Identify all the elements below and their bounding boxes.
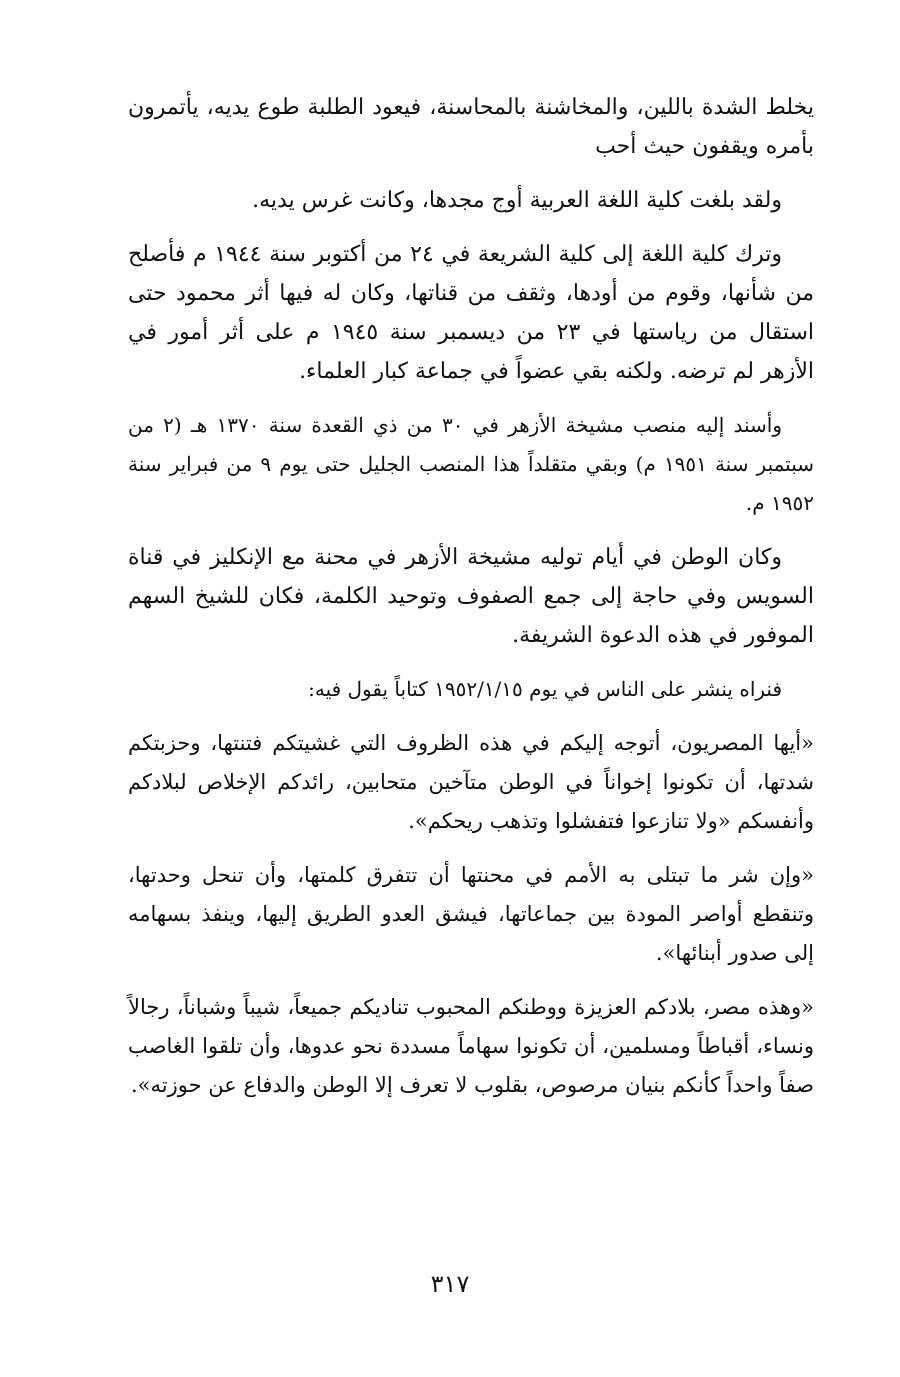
paragraph-3: وترك كلية اللغة إلى كلية الشريعة في ٢٤ من أكتوبر سنة ١٩٤٤ م فأصلح من شأنها، وقوم من أودها، وثقف من قناتها، وكان له فيها أثر محمود حتى استقال من رياستها في ٢٣ من ديسمبر سنة ١٩٤٥ م على أثر أمور في الأزهر لم ترضه. ولكنه بقي عضواً في جماعة كبار العلماء.	[128, 242, 815, 384]
paragraph-6: فنراه ينشر على الناس في يوم ١٩٥٢/١/١٥ كتاباً يقول فيه:	[308, 677, 782, 701]
paragraph-2: ولقد بلغت كلية اللغة العربية أوج مجدها، وكانت غرس يديه.	[252, 188, 782, 213]
quote-paragraph-3: «وهذه مصر، بلادكم العزيزة ووطنكم المحبوب تناديكم جميعاً، شيباً وشباناً، رجالاً ونساء، أقباطاً ومسلمين، أن تكونوا سهاماً مسددة نحو عدوها، وأن تلقوا الغاصب صفاً واحداً كأنكم بنيان مرصوص، بقلوب لا تعرف إلا الوطن والدفاع عن حوزته».	[128, 995, 814, 1097]
paragraph-1: يخلط الشدة باللين، والمخاشنة بالمحاسنة، فيعود الطلبة طوع يديه، يأتمرون بأمره ويقفون حيث أحب	[128, 95, 814, 159]
page-body-text	[128, 88, 814, 1120]
quote-paragraph-1: «أيها المصريون، أتوجه إليكم في هذه الظروف التي غشيتكم فتنتها، وحزبتكم شدتها، أن تكونوا إخواناً في الوطن متآخين متحابين، رائدكم الإخلاص لبلادكم وأنفسكم «ولا تنازعوا فتفشلوا وتذهب ريحكم».	[128, 731, 814, 833]
page-number: ٣١٧	[430, 1270, 470, 1298]
quote-paragraph-2: «وإن شر ما تبتلى به الأمم في محنتها أن تتفرق كلمتها، وأن تنحل وحدتها، وتنقطع أواصر المودة بين جماعاتها، فيشق العدو الطريق إليها، وينفذ بسهامه إلى صدور أبنائها».	[128, 863, 814, 965]
paragraph-5: وكان الوطن في أيام توليه مشيخة الأزهر في محنة مع الإنكليز في قناة السويس وفي حاجة إلى جمع الصفوف وتوحيد الكلمة، فكان للشيخ السهم الموفور في هذه الدعوة الشريفة.	[128, 545, 814, 648]
paragraph-4: وأسند إليه منصب مشيخة الأزهر في ٣٠ من ذي القعدة سنة ١٣٧٠ هـ (٢ من سبتمبر سنة ١٩٥١ م) وبقي متقلداً هذا المنصب الجليل حتى يوم ٩ من فبراير سنة ١٩٥٢ م.	[128, 413, 814, 515]
